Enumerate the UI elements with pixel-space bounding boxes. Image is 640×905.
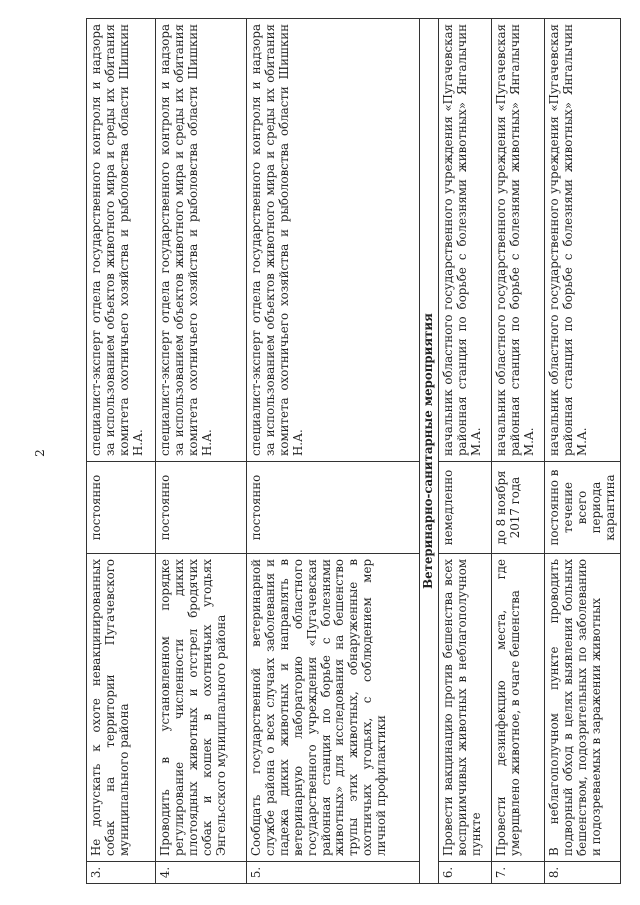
row-term: постоянно в течение всего периода карантина [544,462,621,554]
section-header-row [420,19,439,884]
row-action: Проводить в установленном порядке регулирование численности диких плотоядных животных и отстрел бродячих собак и кошек в охотничьих угодьях Энгельсского муниципального района [156,554,247,862]
table-row [247,19,420,884]
row-number: 5. [247,862,420,884]
measures-table [86,18,621,884]
row-number: 8. [544,862,621,884]
row-responsible: начальник областного государственного учреждения «Пугачевская районная станция по борьбе с болезнями животных» Янгалычин М.А. [438,19,491,462]
row-term: постоянно [247,462,420,554]
row-action: В неблагополучном пункте проводить подворный обход в целях выявления больных бешенством, подозрительных по заболеванию и подозреваемых в заражении животных [544,554,621,862]
row-responsible: начальник областного государственного учреждения «Пугачевская районная станция по борьбе с болезнями животных» Янгалычин М.А. [544,19,621,462]
section-title: Ветеринарно-санитарные мероприятия [420,19,439,884]
row-action: Не допускать к охоте невакцинированных собак на территории Пугачевского муниципального района [87,554,156,862]
table-row [544,19,621,884]
row-term: немедленно [438,462,491,554]
row-responsible: специалист-эксперт отдела государственного контроля и надзора за использованием объектов животного мира и среды их обитания комитета охотничьего хозяйства и рыболовства области Шишкин Н.А. [247,19,420,462]
table-row [491,19,544,884]
table-row [87,19,156,884]
row-term: постоянно [156,462,247,554]
table-row [156,19,247,884]
row-number: 7. [491,862,544,884]
row-action: Провести дезинфекцию места, где умерщвлено животное, в очаге бешенства [491,554,544,862]
row-action: Сообщать государственной ветеринарной службе района о всех случаях заболевания и падежа диких животных и направлять в ветеринарную лабораторию областного государственного учреждения «Пугачевская районная станция по борьбе с болезнями животных» для исследования на бешенство трупы этих животных, обнаруженные в охотничьих угодьях, с соблюдением мер личной профилактики [247,554,420,862]
row-responsible: специалист-эксперт отдела государственного контроля и надзора за использованием объектов животного мира и среды их обитания комитета охотничьего хозяйства и рыболовства области Шишкин Н.А. [87,19,156,462]
row-number: 6. [438,862,491,884]
row-number: 3. [87,862,156,884]
row-term: постоянно [87,462,156,554]
row-term: до 8 ноября 2017 года [491,462,544,554]
table-row [438,19,491,884]
row-number: 4. [156,862,247,884]
row-responsible: начальник областного государственного учреждения «Пугачевская районная станция по борьбе с болезнями животных» Янгалычин М.А. [491,19,544,462]
row-responsible: специалист-эксперт отдела государственного контроля и надзора за использованием объектов животного мира и среды их обитания комитета охотничьего хозяйства и рыболовства области Шишкин Н.А. [156,19,247,462]
rotated-table-container [86,18,617,884]
page-number: 2 [32,449,47,457]
row-action: Провести вакцинацию против бешенства всех восприимчивых животных в неблагополучном пункте [438,554,491,862]
